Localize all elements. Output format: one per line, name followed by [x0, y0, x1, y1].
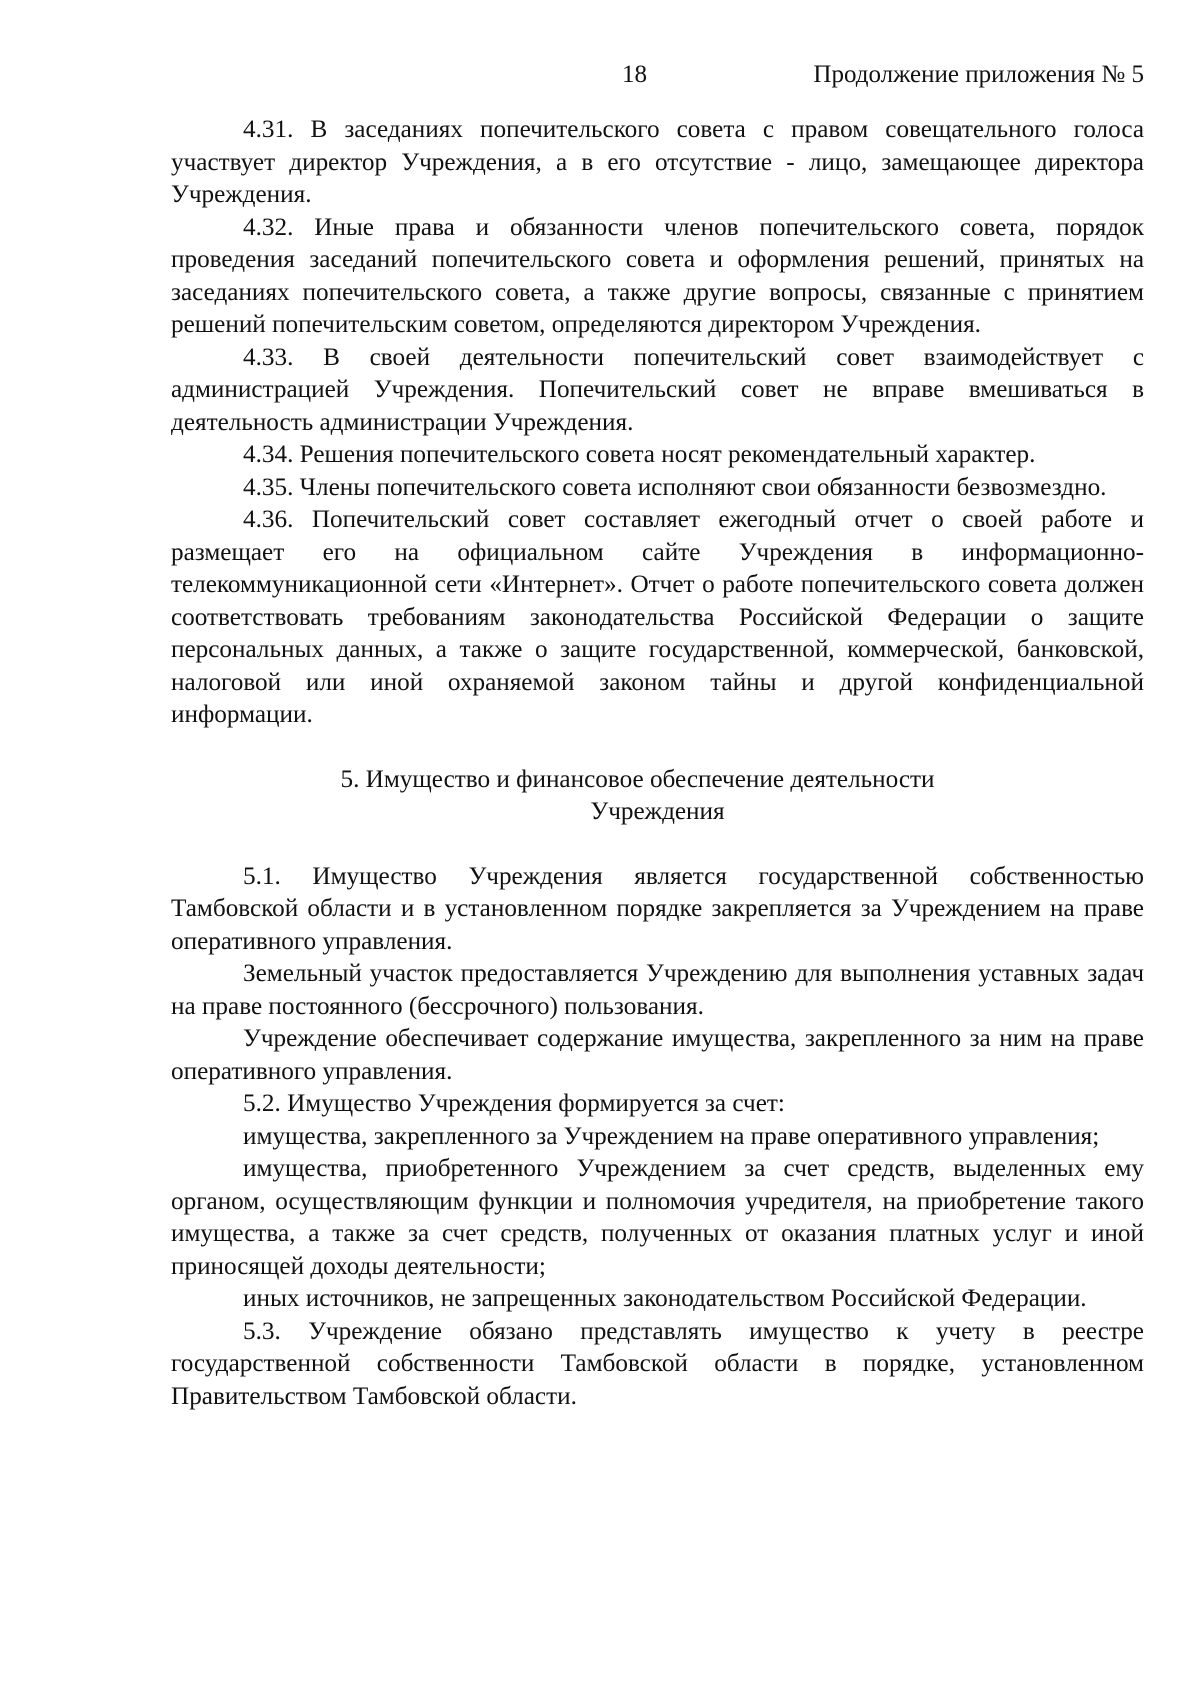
paragraph-4-36: 4.36. Попечительский совет составляет ежегодный отчет о своей работе и размещает его на официальном сайте Учреждения в информационно-телекоммуникационной сети «Интернет». Отчет о работе попечительского совета должен соответствовать требованиям законодательства Российской Федерации о защите персональных данных, а также о защите государственной, коммерческой, банковской, налоговой или иной охраняемой законом тайны и другой конфиденциальной информации. — [171, 506, 1144, 728]
paragraph-4-33: 4.33. В своей деятельности попечительский совет взаимодействует с администрацией Учреждения. Попечительский совет не вправе вмешиваться в деятельность администрации Учреждения. — [171, 343, 1144, 436]
page-number: 18 — [622, 61, 647, 88]
paragraph-land-plot: Земельный участок предоставляется Учреждению для выполнения уставных задач на праве постоянного (бессрочного) пользования. — [171, 960, 1144, 1020]
document-body — [171, 114, 1144, 1413]
section-5-heading — [171, 764, 1144, 829]
section-5-heading-line-1: 5. Имущество и финансовое обеспечение деятельности — [340, 765, 935, 793]
appendix-continuation-label: Продолжение приложения № 5 — [813, 61, 1144, 88]
paragraph-4-34: 4.34. Решения попечительского совета носят рекомендательный характер. — [243, 441, 1036, 468]
list-item-operational-property: имущества, закрепленного за Учреждением на праве оперативного управления; — [243, 1122, 1100, 1150]
list-item-acquired-property: имущества, приобретенного Учреждением за счет средств, выделенных ему органом, осуществляющим функции и полномочия учредителя, на приобретение такого имущества, а также за счет средств, полученных от оказания платных услуг и иной приносящей доходы деятельности; — [171, 1155, 1144, 1280]
paragraph-property-maintenance: Учреждение обеспечивает содержание имущества, закрепленного за ним на праве оперативного управления. — [171, 1025, 1144, 1085]
paragraph-5-2: 5.2. Имущество Учреждения формируется за счет: — [243, 1090, 785, 1117]
paragraph-5-1: 5.1. Имущество Учреждения является государственной собственностью Тамбовской области и в установленном порядке закрепляется за Учреждением на праве оперативного управления. — [171, 862, 1144, 955]
paragraph-4-31: 4.31. В заседаниях попечительского совета с правом совещательного голоса участвует директор Учреждения, а в его отсутствие - лицо, замещающее директора Учреждения. — [171, 116, 1144, 208]
section-5-heading-line-2: Учреждения — [590, 798, 725, 825]
paragraph-4-32: 4.32. Иные права и обязанности членов попечительского совета, порядок проведения заседаний попечительского совета и оформления решений, принятых на заседаниях попечительского совета, а также другие вопросы, связанные с принятием решений попечительским советом, определяются директором Учреждения. — [171, 213, 1144, 338]
paragraph-5-3: 5.3. Учреждение обязано представлять имущество к учету в реестре государственной собственности Тамбовской области в порядке, установленном Правительством Тамбовской области. — [171, 1317, 1144, 1410]
page-header — [0, 58, 1200, 92]
list-item-other-sources: иных источников, не запрещенных законодательством Российской Федерации. — [243, 1285, 1087, 1312]
paragraph-4-35: 4.35. Члены попечительского совета исполняют свои обязанности безвозмездно. — [243, 473, 1107, 501]
